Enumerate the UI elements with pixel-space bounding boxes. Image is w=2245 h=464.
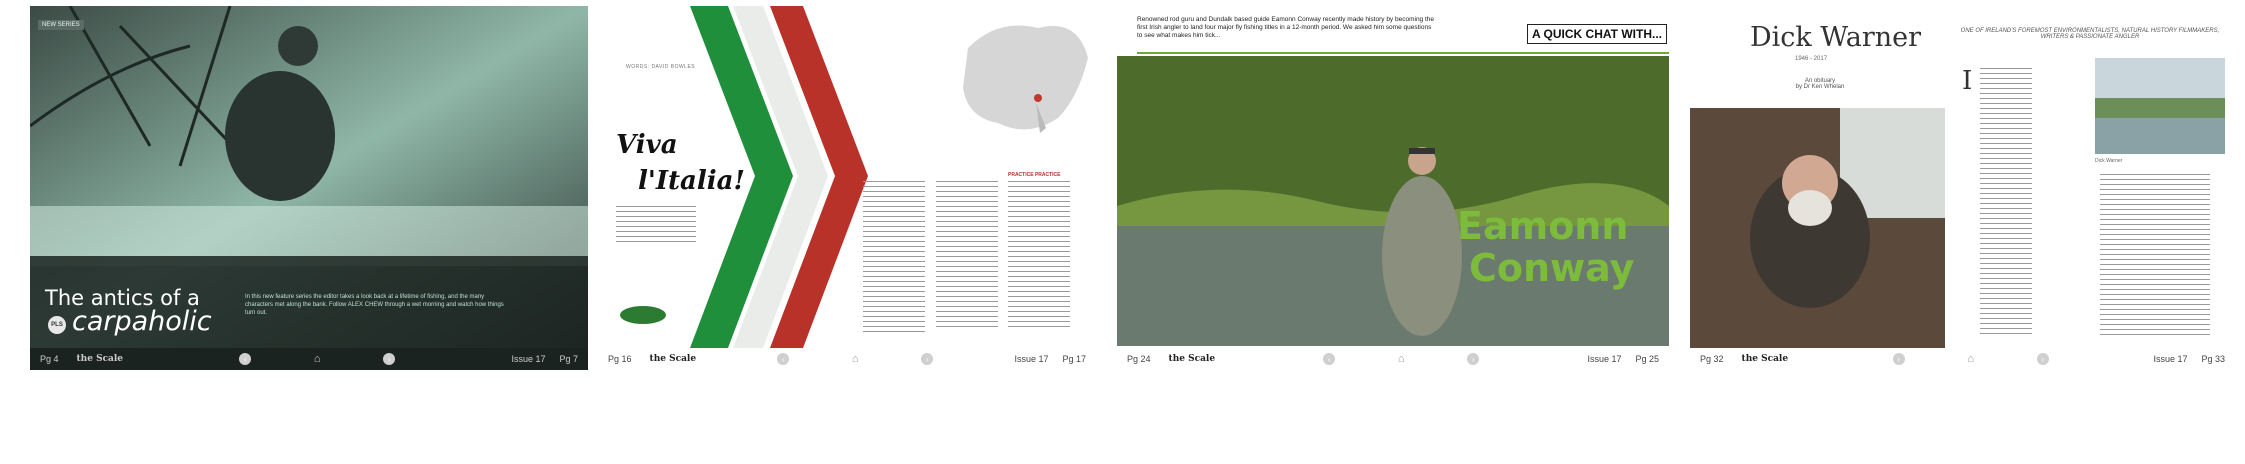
prev-arrow-icon[interactable]: ‹ bbox=[777, 353, 789, 365]
spread-eamonn-conway bbox=[1117, 6, 1669, 370]
intro-paragraph bbox=[616, 206, 696, 246]
issue-number: Issue 17 bbox=[2153, 354, 2188, 364]
portrait-photo bbox=[1690, 108, 1945, 348]
spread-italia bbox=[598, 6, 1096, 370]
magazine-logo: the Scale bbox=[1168, 354, 1216, 364]
home-icon[interactable]: ⌂ bbox=[1967, 353, 1975, 365]
footer bbox=[598, 348, 1096, 370]
europe-map bbox=[938, 8, 1096, 158]
obituary-name: Dick Warner bbox=[1750, 22, 1922, 53]
drop-cap: I bbox=[1962, 66, 1973, 96]
footer bbox=[1117, 348, 1669, 370]
magazine-logo: the Scale bbox=[1741, 354, 1789, 364]
page-number-left: Pg 24 bbox=[1127, 354, 1151, 364]
prev-arrow-icon[interactable]: ‹ bbox=[1893, 353, 1905, 365]
issue-number: Issue 17 bbox=[1587, 354, 1622, 364]
title-line1: The antics of a bbox=[45, 286, 200, 310]
next-arrow-icon[interactable]: › bbox=[383, 353, 395, 365]
page-number-right: Pg 25 bbox=[1635, 354, 1659, 364]
home-icon[interactable]: ⌂ bbox=[1397, 353, 1405, 365]
page-number-right: Pg 33 bbox=[2201, 354, 2225, 364]
words-label: WORDS: DAVID BOWLES bbox=[626, 64, 696, 70]
body-column-1 bbox=[1980, 68, 2032, 338]
title-line1: Viva bbox=[616, 130, 678, 160]
next-arrow-icon[interactable]: › bbox=[921, 353, 933, 365]
photo-caption: Dick Warner bbox=[2095, 158, 2123, 164]
page-number-left: Pg 4 bbox=[40, 354, 59, 364]
subheading: PRACTICE PRACTICE bbox=[1008, 172, 1061, 178]
spread-dick-warner bbox=[1690, 6, 2235, 370]
body-column-3 bbox=[1008, 181, 1070, 331]
title-line2: carpaholic bbox=[72, 306, 212, 337]
next-arrow-icon[interactable]: › bbox=[2037, 353, 2049, 365]
tagline: ONE OF IRELAND'S FOREMOST ENVIRONMENTALISTS, NATURAL HISTORY FILMMAKERS, WRITERS & PASSIONATE ANGLER bbox=[1960, 28, 2220, 40]
header-box: A QUICK CHAT WITH... bbox=[1527, 24, 1667, 44]
body-column-2 bbox=[2100, 174, 2210, 338]
home-icon[interactable]: ⌂ bbox=[313, 353, 321, 365]
fishing-club-logo bbox=[620, 306, 666, 324]
issue-number: Issue 17 bbox=[1014, 354, 1049, 364]
logo-badge: PLS bbox=[48, 316, 66, 334]
page-number-right: Pg 7 bbox=[559, 354, 578, 364]
magazine-logo: the Scale bbox=[649, 354, 697, 364]
issue-number: Issue 17 bbox=[511, 354, 546, 364]
obituary-byline: An obituary by Dr Ken Whelan bbox=[1795, 78, 1845, 90]
footer bbox=[1690, 348, 2235, 370]
prev-arrow-icon[interactable]: ‹ bbox=[1323, 353, 1335, 365]
home-icon[interactable]: ⌂ bbox=[851, 353, 859, 365]
name-line2: Conway bbox=[1469, 246, 1635, 290]
river-photo bbox=[2095, 58, 2225, 154]
title-line2: l'Italia! bbox=[638, 166, 745, 196]
obituary-years: 1946 - 2017 bbox=[1795, 56, 1828, 62]
page-number-right: Pg 17 bbox=[1062, 354, 1086, 364]
intro-text: Renowned rod guru and Dundalk based guide Eamonn Conway recently made history by becoming the first Irish angler to land four major fly fishing titles in a 12-month period. We asked him some questions to see what makes him tick... bbox=[1137, 16, 1435, 39]
intro-text: In this new feature series the editor takes a look back at a lifetime of fishing, and the many characters met along the bank. Follow ALEX CHEW through a wet morning and watch how things turn out. bbox=[245, 294, 504, 316]
name-line1: Eamonn bbox=[1457, 204, 1629, 248]
spread-carpaholic bbox=[30, 6, 588, 370]
prev-arrow-icon[interactable]: ‹ bbox=[239, 353, 251, 365]
angler-photo bbox=[1117, 56, 1669, 346]
body-column-1 bbox=[863, 181, 925, 336]
series-badge: NEW SERIES bbox=[38, 20, 84, 30]
footer bbox=[30, 348, 588, 370]
next-arrow-icon[interactable]: › bbox=[1467, 353, 1479, 365]
page-number-left: Pg 16 bbox=[608, 354, 632, 364]
body-column-2 bbox=[936, 181, 998, 331]
magazine-logo: the Scale bbox=[76, 354, 124, 364]
header-rule bbox=[1137, 52, 1669, 54]
page-number-left: Pg 32 bbox=[1700, 354, 1724, 364]
